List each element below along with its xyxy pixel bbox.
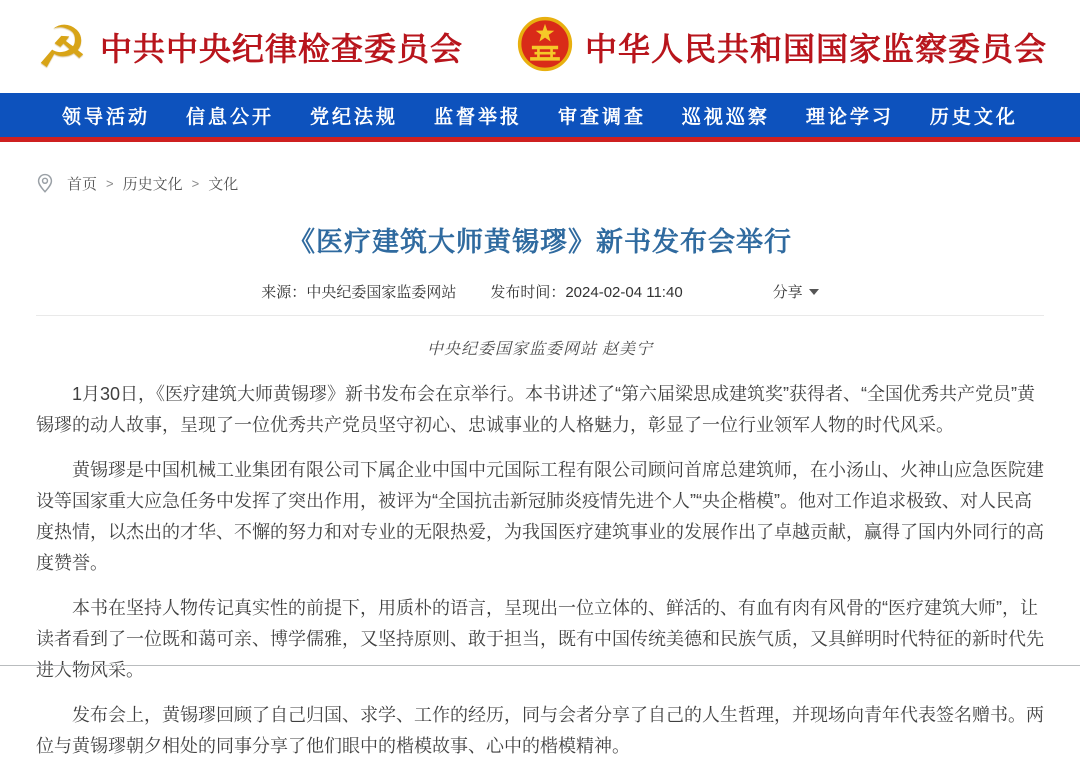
article-title: 《医疗建筑大师黄锡璆》新书发布会举行 (288, 227, 792, 257)
nav-item-inspection-tours[interactable]: 巡视巡察 (681, 106, 770, 128)
site-header (0, 0, 1080, 93)
article (0, 220, 1080, 762)
ccdi-logo[interactable] (36, 12, 464, 81)
nav-item-leadership-activities[interactable]: 领导活动 (62, 106, 151, 128)
article-paragraph: 发布会上，黄锡璆回顾了自己归国、求学、工作的经历，同与会者分享了自己的人生哲理，并现场向青年代表签名赠书。两位与黄锡璆朝夕相处的同事分享了他们眼中的楷模故事、心中的楷模精神。 (36, 705, 1044, 756)
page-bottom-divider (0, 665, 1080, 666)
article-paragraph: 黄锡璆是中国机械工业集团有限公司下属企业中国中元国际工程有限公司顾问首席总建筑师，在小汤山、火神山应急医院建设等国家重大应急任务中发挥了突出作用，被评为“全国抗击新冠肺炎疫情先进个人”“央企楷模”。他对工作追求极致、对人民高度热情，以杰出的才华、不懈的努力和对专业的无限热爱，为我国医疗建筑事业的发展作出了卓越贡献，赢得了国内外同行的高度赞誉。 (36, 460, 1044, 573)
nsc-logo-text: 中华人民共和国国家监察委员会 (585, 30, 1048, 67)
article-meta-bar (36, 281, 1044, 316)
ccdi-logo-text: 中共中央纪律检查委员会 (100, 30, 464, 67)
article-paragraph: 本书在坚持人物传记真实性的前提下，用质朴的语言，呈现出一位立体的、鲜活的、有血有肉有风骨的“医疗建筑大师”，让读者看到了一位既和蔼可亲、博学儒雅，又坚持原则、敢于担当，既有中国传统美德和民族气质，又具鲜明时代特征的新时代先进人物风采。 (36, 598, 1044, 680)
article-body (36, 379, 1044, 762)
breadcrumb-current-culture: 文化 (208, 175, 239, 193)
article-paragraph: 1月30日，《医疗建筑大师黄锡璆》新书发布会在京举行。本书讲述了“第六届梁思成建筑奖”获得者、“全国优秀共产党员”黄锡璆的动人故事，呈现了一位优秀共产党员坚守初心、忠诚事业的人格魅力，彰显了一位行业领军人物的时代风采。 (36, 384, 1036, 435)
breadcrumb-home[interactable]: 首页 (67, 175, 98, 193)
party-emblem-icon: ☭ (36, 12, 88, 81)
caret-down-icon (809, 289, 819, 295)
breadcrumb (34, 172, 1080, 194)
article-publish-time: 发布时间：2024-02-04 11:40 (490, 284, 683, 301)
share-label: 分享 (772, 284, 803, 301)
nav-item-theory-study[interactable]: 理论学习 (805, 106, 894, 128)
nsc-logo[interactable] (517, 16, 1047, 77)
breadcrumb-history-culture[interactable]: 历史文化 (122, 175, 183, 193)
nav-item-party-regulations[interactable]: 党纪法规 (309, 106, 398, 128)
national-emblem-icon (517, 16, 573, 77)
nav-item-review-investigation[interactable]: 审查调查 (557, 106, 646, 128)
nav-item-information-disclosure[interactable]: 信息公开 (185, 106, 274, 128)
share-button[interactable] (773, 281, 819, 302)
article-byline: 中央纪委国家监委网站 赵美宁 (426, 341, 653, 358)
main-nav (0, 93, 1080, 142)
nav-item-supervision-report[interactable]: 监督举报 (433, 106, 522, 128)
nav-item-history-culture[interactable]: 历史文化 (929, 106, 1018, 128)
breadcrumb-separator: > (191, 175, 200, 191)
location-pin-icon (34, 172, 56, 194)
breadcrumb-separator: > (106, 175, 114, 191)
article-source: 来源：中央纪委国家监委网站 (261, 284, 457, 301)
